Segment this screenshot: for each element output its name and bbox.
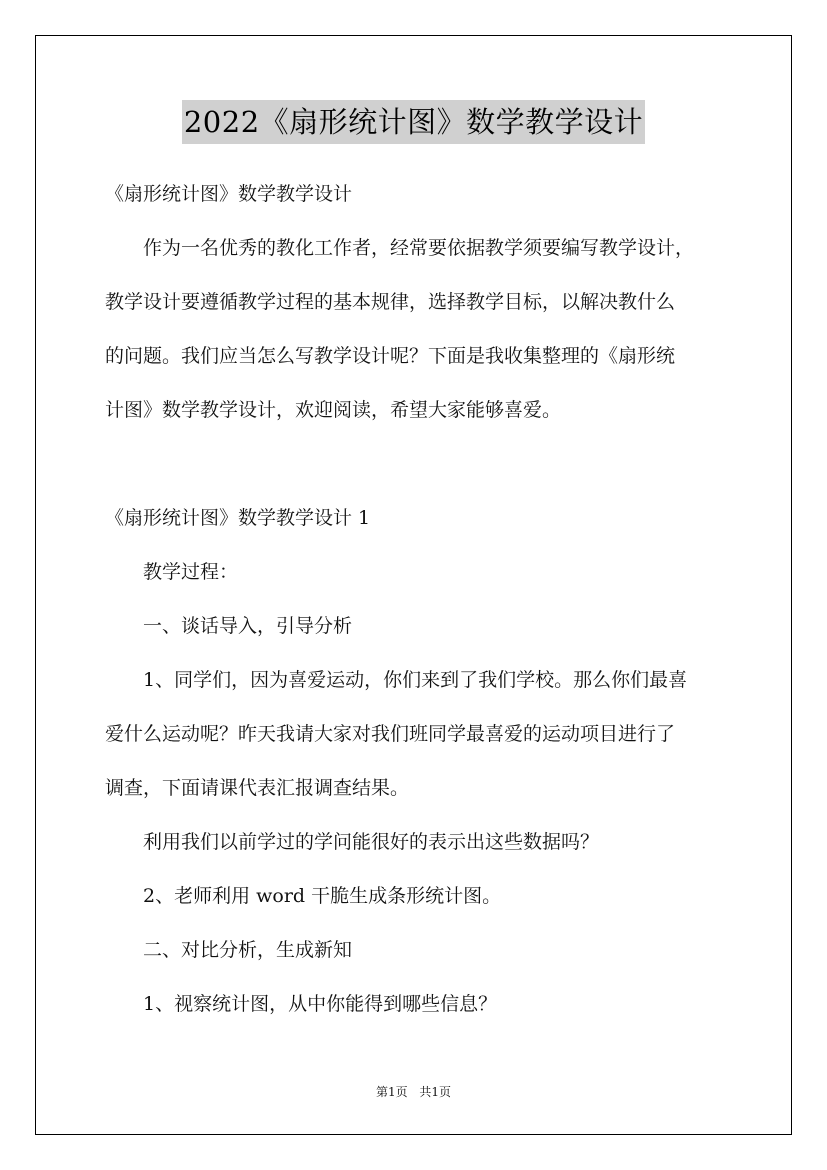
paragraph-line: 2、老师利用 word 干脆生成条形统计图。 — [143, 885, 502, 907]
title-container — [0, 100, 827, 144]
paragraph-line: 教学过程： — [143, 561, 239, 583]
paragraph-line: 二、对比分析，生成新知 — [143, 939, 353, 961]
paragraph-line: 作为一名优秀的教化工作者，经常要依据教学须要编写教学设计， — [143, 237, 695, 259]
heading-line: 《扇形统计图》数学教学设计 — [105, 183, 353, 205]
paragraph-line: 一、谈话导入，引导分析 — [143, 615, 353, 637]
document-title: 2022《扇形统计图》数学教学设计 — [182, 100, 645, 144]
page-number: 第1页 — [375, 1085, 408, 1099]
paragraph-line: 爱什么运动呢？昨天我请大家对我们班同学最喜爱的运动项目进行了 — [105, 723, 676, 745]
paragraph-line: 的问题。我们应当怎么写教学设计呢？下面是我收集整理的《扇形统 — [105, 345, 676, 367]
paragraph-line: 1、视察统计图，从中你能得到哪些信息？ — [143, 993, 498, 1015]
page-footer — [0, 1083, 827, 1100]
paragraph-line: 调查，下面请课代表汇报调查结果。 — [105, 777, 410, 799]
paragraph-line: 利用我们以前学过的学问能很好的表示出这些数据吗？ — [143, 831, 600, 853]
paragraph-line: 教学设计要遵循教学过程的基本规律，选择教学目标，以解决教什么 — [105, 291, 676, 313]
paragraph-line: 1、同学们，因为喜爱运动，你们来到了我们学校。那么你们最喜 — [143, 669, 688, 691]
section-heading: 《扇形统计图》数学教学设计 1 — [105, 507, 371, 529]
paragraph-line: 计图》数学教学设计，欢迎阅读，希望大家能够喜爱。 — [105, 399, 562, 421]
page-total: 共1页 — [419, 1085, 452, 1099]
